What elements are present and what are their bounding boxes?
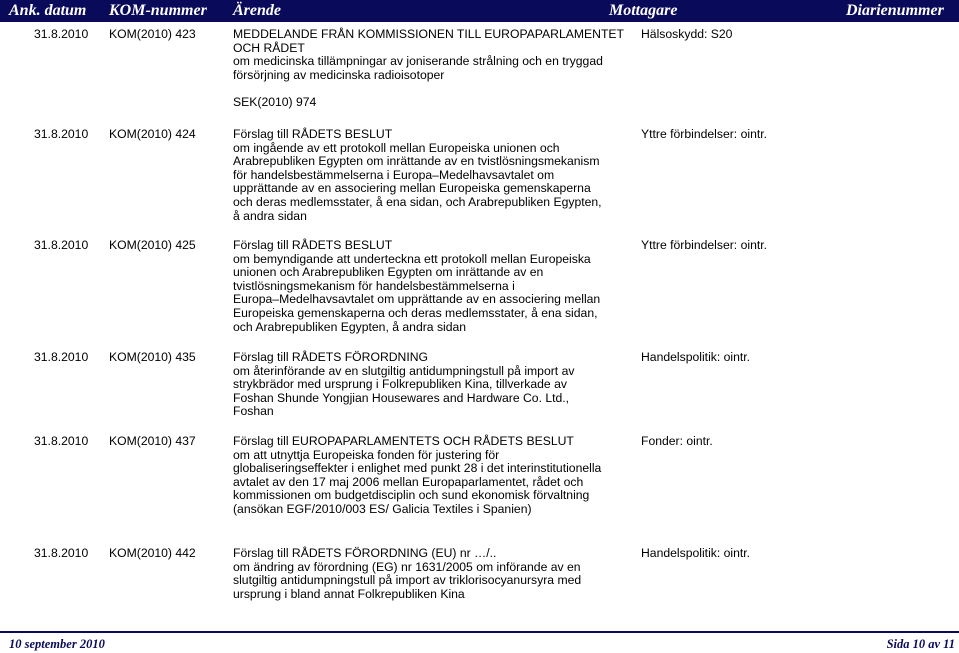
- footer-page-number: Sida 10 av 11: [886, 637, 955, 651]
- entry-subject-line: Europeiska gemenskaperna och deras medlemsstater, å ena sidan,: [233, 305, 598, 320]
- entry-recipient: Fonder: ointr.: [641, 434, 713, 448]
- entry-subject-line: om ändring av förordning (EG) nr 1631/2005 om införande av en: [233, 559, 581, 574]
- entry-subject: [233, 28, 633, 110]
- header-subject: Ärende: [233, 2, 281, 19]
- entry-subject-line: kommissionen om budgetdisciplin och sund ekonomisk förvaltning: [233, 488, 590, 503]
- entry-subject-line: Förslag till EUROPAPARLAMENTETS OCH RÅDETS BESLUT: [233, 434, 574, 448]
- entry-subject-line: globaliseringseffekter i enlighet med punkt 28 i det interinstitutionella: [233, 461, 602, 476]
- entry-subject-line: avtalet av den 17 maj 2006 mellan Europaparlamentet, rådet och: [233, 474, 584, 489]
- entry-subject-line: försörjning av medicinska radioisotoper: [233, 67, 445, 82]
- footer-divider: [0, 631, 959, 633]
- entry-subject-line: MEDDELANDE FRÅN KOMMISSIONEN TILL EUROPAPARLAMENTET: [233, 27, 624, 41]
- entry-date: 31.8.2010: [34, 350, 89, 364]
- entry-subject-line: SEK(2010) 974: [233, 94, 317, 109]
- entry-date: 31.8.2010: [34, 434, 89, 448]
- entry-recipient: Hälsoskydd: S20: [641, 27, 733, 41]
- entry-subject-line: Förslag till RÅDETS BESLUT: [233, 127, 393, 141]
- entry-kom-number: KOM(2010) 437: [109, 434, 196, 448]
- entry-subject-line: om att utnyttja Europeiska fonden för justering för: [233, 447, 500, 462]
- entry-subject-line: å andra sidan: [233, 208, 307, 223]
- entry-kom-number: KOM(2010) 424: [109, 127, 196, 141]
- entry-subject-line: om bemyndigande att underteckna ett protokoll mellan Europeiska: [233, 251, 591, 266]
- entry-subject-line: och deras medlemsstater, å ena sidan, och Arabrepubliken Egypten,: [233, 194, 602, 209]
- entry-kom-number: KOM(2010) 425: [109, 238, 196, 252]
- entry-subject-line: OCH RÅDET: [233, 40, 305, 55]
- entry-recipient: Handelspolitik: ointr.: [641, 546, 751, 560]
- entry-recipient: Handelspolitik: ointr.: [641, 350, 751, 364]
- entry-kom-number: KOM(2010) 423: [109, 27, 196, 41]
- entry-subject: [233, 239, 633, 334]
- entry-subject: [233, 547, 633, 601]
- entry-subject-line: [233, 82, 633, 96]
- entry-subject-line: om ingående av ett protokoll mellan Europeiska unionen och: [233, 140, 560, 155]
- footer-date: 10 september 2010: [9, 637, 105, 651]
- entry-subject-line: Foshan Shunde Yongjian Housewares and Hardware Co. Ltd.,: [233, 390, 570, 405]
- entry-subject-line: Foshan: [233, 404, 274, 419]
- entry-subject-line: Förslag till RÅDETS BESLUT: [233, 238, 393, 252]
- entry-subject-line: strykbrädor med ursprung i Folkrepubliken Kina, tillverkade av: [233, 377, 567, 392]
- entry-subject-line: ursprung i bland annat Folkrepubliken Kina: [233, 586, 465, 601]
- entry-subject-line: Förslag till RÅDETS FÖRORDNING: [233, 350, 429, 364]
- entry-subject-line: Förslag till RÅDETS FÖRORDNING (EU) nr …/..: [233, 546, 497, 560]
- entry-subject-line: om återinförande av en slutgiltig antidumpningstull på import av: [233, 363, 575, 378]
- entry-subject-line: om medicinska tillämpningar av joniserande strålning och en tryggad: [233, 54, 603, 69]
- entry-date: 31.8.2010: [34, 546, 89, 560]
- entry-subject-line: Arabrepubliken Egypten om inrättande av en tvistlösningsmekanism: [233, 154, 600, 169]
- entry-subject-line: unionen och Arabrepubliken Egypten om inrättande av en: [233, 265, 544, 280]
- entry-recipient: Yttre förbindelser: ointr.: [641, 238, 767, 252]
- header-recipient: Mottagare: [609, 2, 678, 19]
- entry-subject: [233, 435, 633, 517]
- entry-subject-line: tvistlösningsmekanism för handelsbestämmelserna i: [233, 278, 515, 293]
- entry-subject-line: (ansökan EGF/2010/003 ES/ Galicia Textiles i Spanien): [233, 501, 532, 516]
- entry-kom-number: KOM(2010) 435: [109, 350, 196, 364]
- entry-subject: [233, 128, 633, 223]
- entry-subject-line: för handelsbestämmelserna i Europa–Medelhavsavtalet om: [233, 167, 555, 182]
- entry-date: 31.8.2010: [34, 27, 89, 41]
- header-date: Ank. datum: [9, 2, 87, 19]
- column-header-bar: [0, 0, 959, 22]
- header-kom-number: KOM-nummer: [109, 2, 207, 19]
- entry-subject-line: Europa–Medelhavsavtalet om upprättande av en associering mellan: [233, 292, 601, 307]
- header-diary-number: Diarienummer: [846, 2, 944, 19]
- entry-subject-line: upprättande av en associering mellan Europeiska gemenskaperna: [233, 181, 591, 196]
- entry-subject: [233, 351, 633, 419]
- entry-date: 31.8.2010: [34, 127, 89, 141]
- entry-subject-line: och Arabrepubliken Egypten, å andra sidan: [233, 319, 467, 334]
- entry-recipient: Yttre förbindelser: ointr.: [641, 127, 767, 141]
- entry-subject-line: slutgiltig antidumpningstull på import av triklorisocyanursyra med: [233, 573, 582, 588]
- entry-kom-number: KOM(2010) 442: [109, 546, 196, 560]
- entry-date: 31.8.2010: [34, 238, 89, 252]
